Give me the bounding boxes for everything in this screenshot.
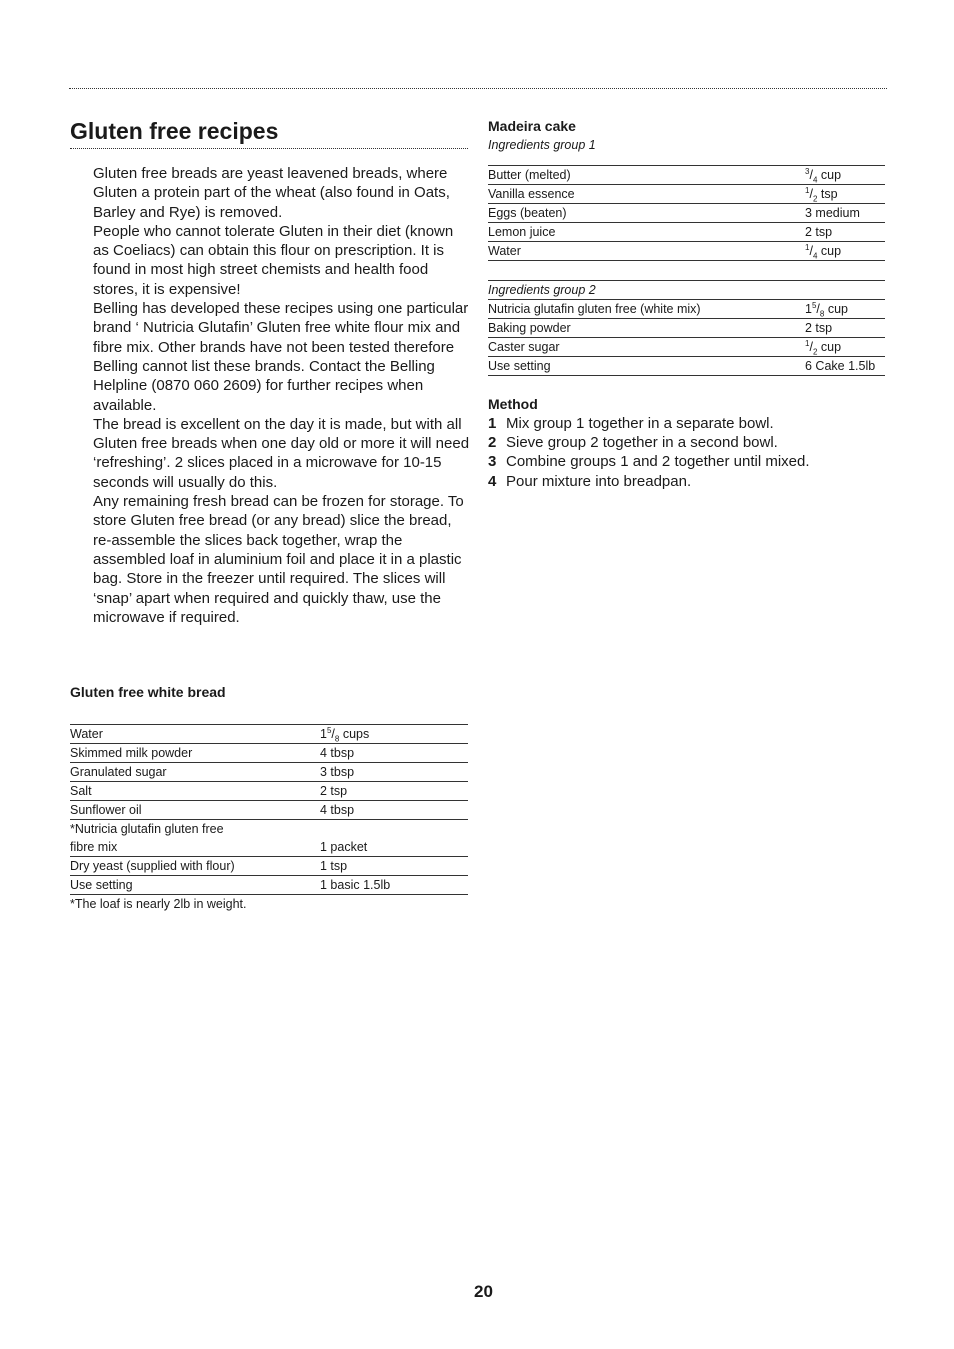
table-row <box>488 204 885 223</box>
ingredient-qty: 3 medium <box>805 204 885 223</box>
method-step: 4 Pour mixture into breadpan. <box>488 472 692 490</box>
table-row <box>70 820 468 839</box>
intro-paragraph: Gluten free breads are yeast leavened breads, where Gluten a protein part of the wheat (also found in Oats, Barley and Rye) is removed. <box>93 165 450 221</box>
ingredient-name: *Nutricia glutafin gluten free <box>70 822 224 836</box>
ingredient-name: Skimmed milk powder <box>70 744 320 763</box>
ingredient-name: Vanilla essence <box>488 185 805 204</box>
ingredient-qty: 3 tbsp <box>320 763 468 782</box>
group1-label: Ingredients group 1 <box>488 138 596 152</box>
ingredient-name: Lemon juice <box>488 223 805 242</box>
intro-paragraph: The bread is excellent on the day it is made, but with all Gluten free breads when one day old or more it will need ‘refreshing’. 2 slices placed in a microwave for 10-15 seconds will usually do this. <box>93 415 470 491</box>
ingredient-qty: 2 tsp <box>805 223 885 242</box>
ingredient-qty: 2 tsp <box>805 319 885 338</box>
table-row <box>70 838 468 857</box>
ingredient-name: Butter (melted) <box>488 166 805 185</box>
intro-paragraph: Any remaining fresh bread can be frozen for storage. To store Gluten free bread (or any bread) slice the bread, re-assemble the slices back together, wrap the assembled loaf in aluminium foil and place it in a plastic bag. Store in the freezer until required. The slices will ‘snap’ apart when required and quickly thaw, use the microwave if required. <box>93 493 464 626</box>
ingredient-name: Caster sugar <box>488 338 805 357</box>
white-bread-heading: Gluten free white bread <box>70 684 226 700</box>
intro-text <box>93 164 471 627</box>
ingredient-qty: 1 basic 1.5lb <box>320 876 468 895</box>
method-heading: Method <box>488 396 538 412</box>
ingredient-qty: $^1/_2$ cup <box>805 338 885 357</box>
page-number: 20 <box>474 1282 493 1301</box>
ingredient-qty: 1 tsp <box>320 857 468 876</box>
ingredient-qty: 6 Cake 1.5lb <box>805 357 885 376</box>
ingredient-qty: $^3/_4$ cup <box>805 166 885 185</box>
intro-paragraph: People who cannot tolerate Gluten in their diet (known as Coeliacs) can obtain this flour on prescription. It is found in most high street chemists and health food stores, it is expensive! <box>93 222 454 298</box>
ingredient-name: Salt <box>70 782 320 801</box>
table-row <box>488 319 885 338</box>
intro-paragraph: Belling has developed these recipes using one particular brand ‘ Nutricia Glutafin’ Gluten free white flour mix and fibre mix. Other brands have not been tested therefore Belling cannot list these brands. Contact the Belling Helpline (0870 060 2609) for further recipes when available. <box>93 300 469 414</box>
ingredient-qty: 1 packet <box>320 838 468 857</box>
madeira-group1-table <box>488 165 885 261</box>
table-row <box>70 744 468 763</box>
table-row <box>488 223 885 242</box>
table-row <box>70 725 468 744</box>
ingredient-qty: $1^5/_8$ cup <box>805 300 885 319</box>
table-row <box>488 338 885 357</box>
ingredient-qty: $1^5/_8$ cups <box>320 725 468 744</box>
madeira-heading: Madeira cake <box>488 118 576 134</box>
table-row <box>70 876 468 895</box>
ingredient-name: Water <box>70 725 320 744</box>
table-row <box>488 357 885 376</box>
ingredient-name: Dry yeast (supplied with flour) <box>70 857 320 876</box>
page-title: Gluten free recipes <box>70 116 468 149</box>
madeira-group2-table <box>488 280 885 376</box>
footnote: *The loaf is nearly 2lb in weight. <box>70 897 247 911</box>
method-step: 1 Mix group 1 together in a separate bowl. <box>488 415 774 432</box>
table-row <box>70 782 468 801</box>
ingredient-qty: $^1/_2$ tsp <box>805 185 885 204</box>
table-row <box>70 763 468 782</box>
method-step: 2 Sieve group 2 together in a second bowl. <box>488 434 778 452</box>
ingredient-name: Eggs (beaten) <box>488 204 805 223</box>
method-step: 3 Combine groups 1 and 2 together until mixed. <box>488 453 810 471</box>
ingredient-name: Use setting <box>488 357 805 376</box>
ingredient-qty: 2 tsp <box>320 782 468 801</box>
ingredient-qty: $^1/_4$ cup <box>805 242 885 261</box>
group2-label: Ingredients group 2 <box>488 281 885 300</box>
table-row <box>488 300 885 319</box>
ingredient-qty: 4 tbsp <box>320 744 468 763</box>
ingredient-qty: 4 tbsp <box>320 801 468 820</box>
table-row <box>488 281 885 300</box>
table-row <box>488 185 885 204</box>
ingredient-qty <box>320 820 468 839</box>
ingredient-name: Nutricia glutafin gluten free (white mix) <box>488 300 805 319</box>
table-row <box>70 801 468 820</box>
ingredient-name: fibre mix <box>70 838 320 857</box>
top-dotted-rule <box>69 88 887 89</box>
ingredient-name: Use setting <box>70 876 320 895</box>
ingredient-name: Water <box>488 242 805 261</box>
white-bread-table <box>70 724 468 895</box>
table-row <box>488 166 885 185</box>
method-list <box>488 414 810 491</box>
ingredient-name: Baking powder <box>488 319 805 338</box>
ingredient-name: Sunflower oil <box>70 801 320 820</box>
ingredient-name: Granulated sugar <box>70 763 320 782</box>
table-row <box>488 242 885 261</box>
table-row <box>70 857 468 876</box>
